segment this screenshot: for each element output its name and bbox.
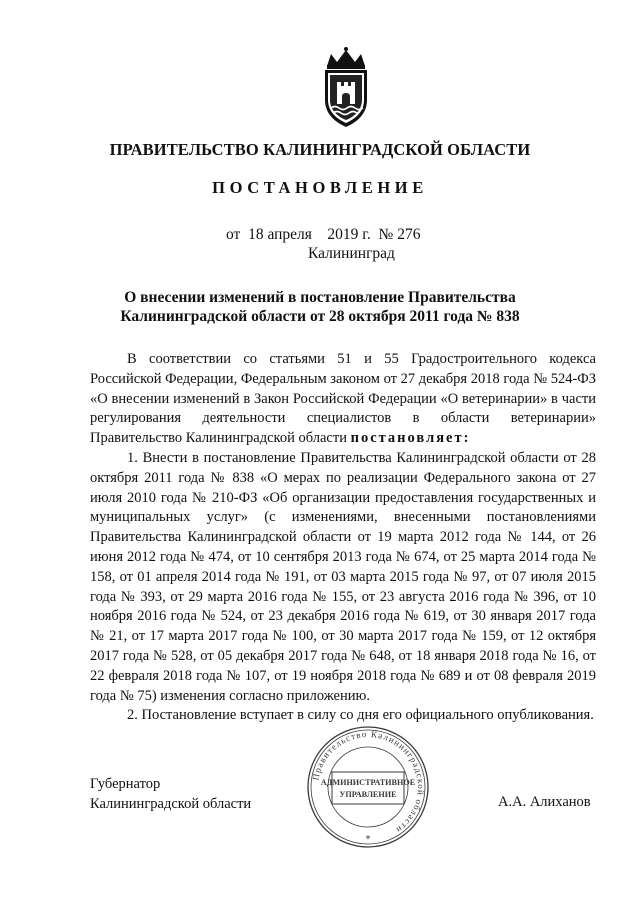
signatory-name: А.А. Алиханов xyxy=(498,794,591,810)
document-number: № 276 xyxy=(378,226,421,243)
document-city: Калининград xyxy=(308,245,395,262)
subject-line-1: О внесении изменений в постановление Правительства xyxy=(124,289,516,306)
date-day-month: 18 апреля xyxy=(248,226,312,243)
seal-center-line-2: УПРАВЛЕНИЕ xyxy=(339,790,397,799)
position-line-2: Калининградской области xyxy=(90,795,252,812)
coat-of-arms-icon xyxy=(313,46,379,130)
preamble-text: В соответствии со статьями 51 и 55 Градостроительного кодекса Российской Федерации, Федеральным законом от 27 декабря 2018 года № 524-ФЗ «О внесении изменений в Закон Российской Федерации «О ветеринарии» в части регулирования деятельности специалистов в области ветеринарии» Правительство Калининградской области xyxy=(90,351,596,447)
position-line-1: Губернатор xyxy=(90,776,161,792)
seal-center-line-1: АДМИНИСТРАТИВНОЕ xyxy=(320,778,416,787)
official-seal-icon xyxy=(305,722,431,852)
svg-text:*: * xyxy=(365,834,371,845)
date-year: 2019 г. xyxy=(327,226,371,243)
item-1-paragraph: 1. Внести в постановление Правительства Калининградской области от 28 октября 2011 года № 838 «О мерах по реализации Федерального закона от 27 июля 2010 года № 210-ФЗ «Об организации предоставления государственных и муниципальных услуг» (с изменениями, внесенными постановлениями Правительства Калининградской области от 19 марта 2012 года № 144, от 26 июня 2012 года № 474, от 10 сентября 2013 года № 674, от 25 марта 2014 года № 158, от 01 апреля 2014 года № 191, от 03 марта 2015 года № 97, от 07 июля 2015 года № 393, от 29 марта 2016 года № 155, от 23 августа 2016 года № 396, от 10 ноября 2016 года № 524, от 23 декабря 2016 года № 619, от 30 января 2017 года № 21, от 17 марта 2017 года № 100, от 30 марта 2017 года № 159, от 12 октября 2017 года № 528, от 05 декабря 2017 года № 648, от 18 января 2018 года № 16, от 22 февраля 2018 года № 107, от 19 ноября 2018 года № 689 и от 08 февраля 2019 года № 75) изменения согласно приложению. xyxy=(90,449,596,704)
document-type: ПОСТАНОВЛЕНИЕ xyxy=(212,178,428,197)
document-dateline xyxy=(226,226,420,244)
seal-ring-text: Правительство Калининградской области xyxy=(310,728,427,836)
preamble-paragraph xyxy=(90,350,596,449)
date-prefix: от xyxy=(226,226,241,243)
item-2-paragraph: 2. Постановление вступает в силу со дня его официального опубликования. xyxy=(127,707,594,724)
subject-line-2: Калининградской области от 28 октября 2011 года № 838 xyxy=(120,308,520,325)
government-title: ПРАВИТЕЛЬСТВО КАЛИНИНГРАДСКОЙ ОБЛАСТИ xyxy=(109,140,531,159)
document-body xyxy=(90,350,596,726)
resolves-keyword: постановляет: xyxy=(350,430,471,447)
signatory-position xyxy=(90,775,251,814)
document-subject xyxy=(0,288,640,326)
